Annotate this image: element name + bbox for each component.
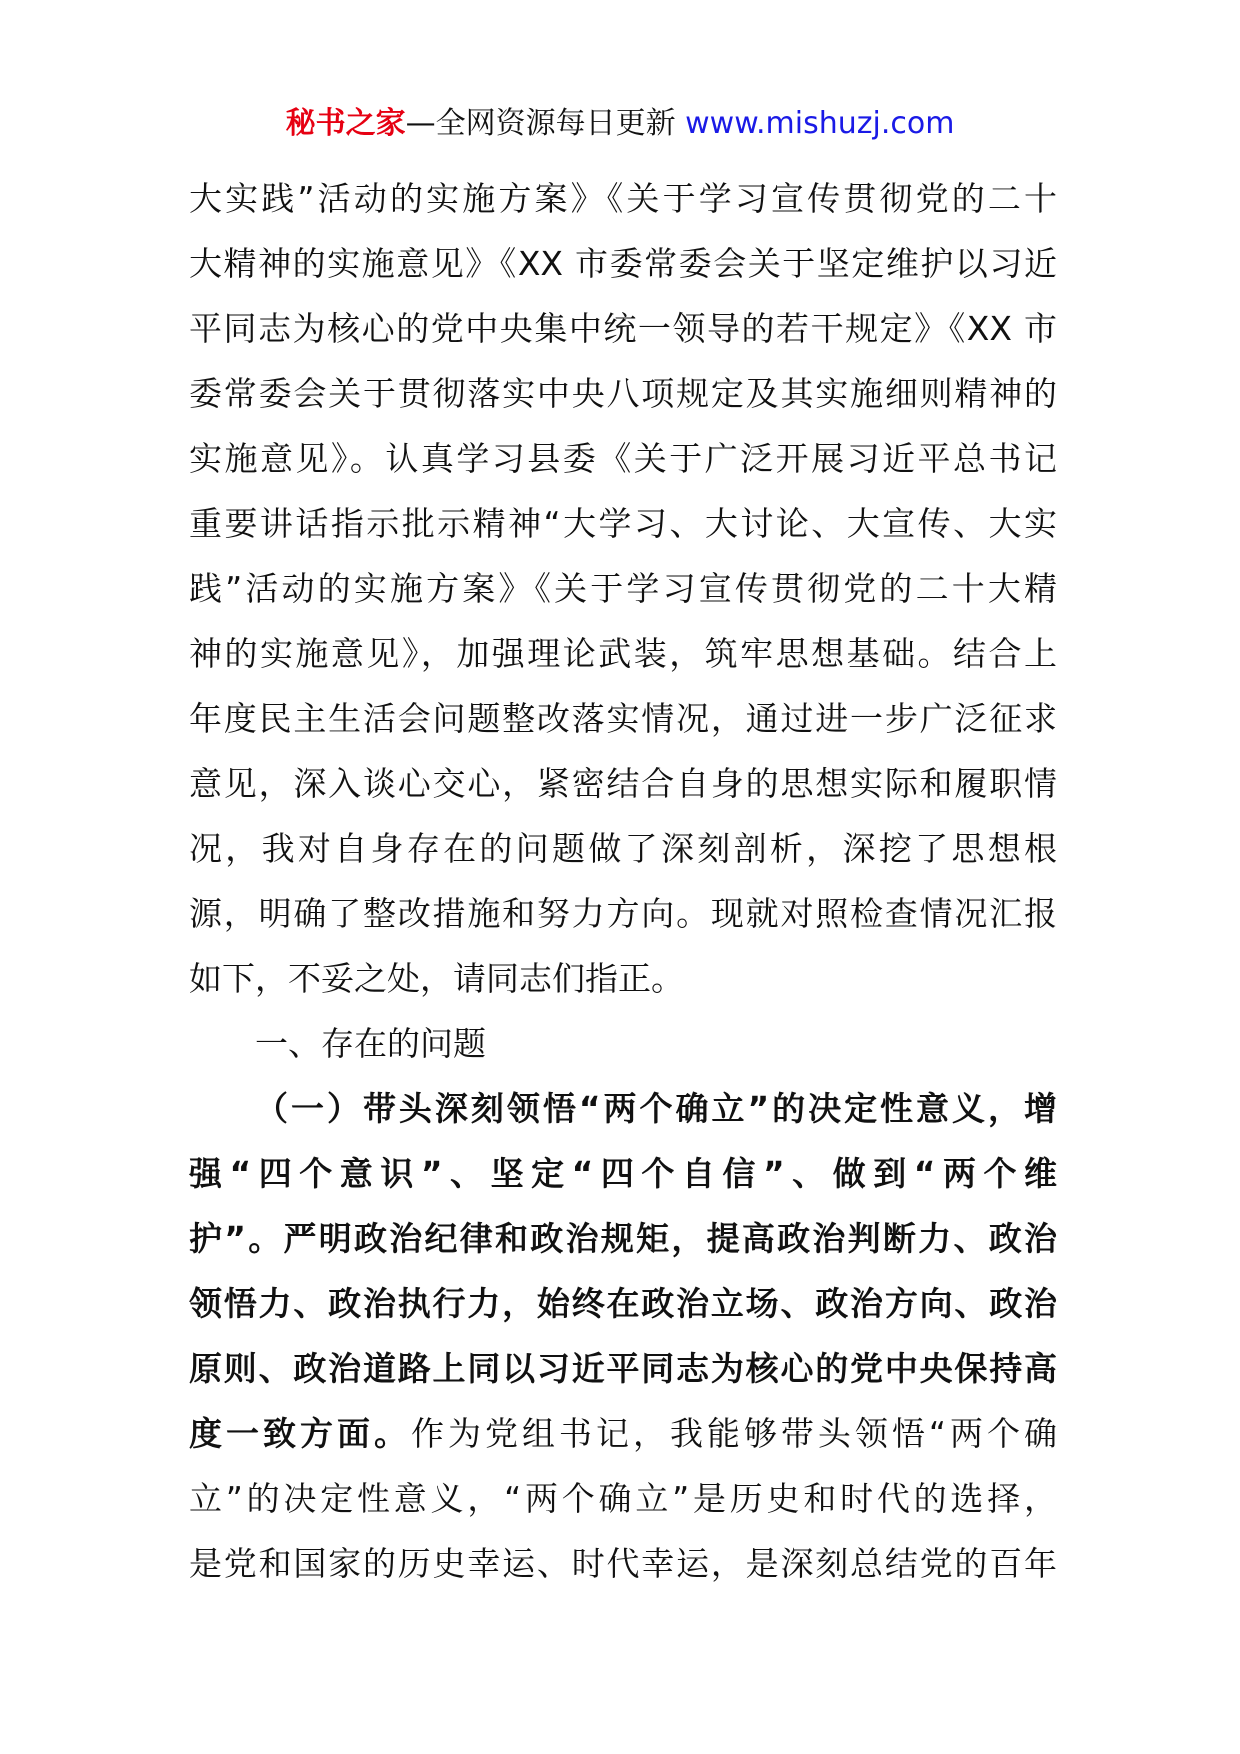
paragraph-line: 委常委会关于贯彻落实中央八项规定及其实施细则精神的 [189, 374, 1057, 413]
paragraph-text: 作为党组书记，我能够带头领悟“两个确 [410, 1414, 1057, 1453]
paragraph-line: 年度民主生活会问题整改落实情况，通过进一步广泛征求 [189, 699, 1057, 738]
section-heading: 一、存在的问题 [255, 1024, 486, 1063]
paragraph-line: 重要讲话指示批示精神“大学习、大讨论、大宣传、大实 [189, 504, 1057, 543]
subsection-heading-line: 强“四个意识”、坚定“四个自信”、做到“两个维 [189, 1154, 1057, 1193]
paragraph-line: 如下，不妥之处，请同志们指正。 [189, 959, 684, 998]
paragraph-line: 大实践”活动的实施方案》《关于学习宣传贯彻党的二十 [189, 179, 1057, 218]
paragraph-line: 意见，深入谈心交心，紧密结合自身的思想实际和履职情 [189, 764, 1057, 803]
paragraph-line: 立”的决定性意义，“两个确立”是历史和时代的选择， [189, 1479, 1057, 1518]
paragraph-line: 践”活动的实施方案》《关于学习宣传贯彻党的二十大精 [189, 569, 1057, 608]
paragraph-line: 源，明确了整改措施和努力方向。现就对照检查情况汇报 [189, 894, 1057, 933]
header-brand: 秘书之家 [285, 106, 406, 141]
paragraph-line: 况，我对自身存在的问题做了深刻剖析，深挖了思想根 [189, 829, 1057, 868]
header-url-link[interactable]: www.mishuzj.com [685, 106, 955, 141]
paragraph-line [189, 1401, 1057, 1466]
document-body [189, 166, 1057, 1596]
subsection-heading-end: 度一致方面。 [189, 1414, 411, 1453]
paragraph-line: 平同志为核心的党中央集中统一领导的若干规定》《XX 市 [189, 309, 1057, 348]
subsection-heading-line: 领悟力、政治执行力，始终在政治立场、政治方向、政治 [189, 1284, 1057, 1323]
paragraph-line: 实施意见》。认真学习县委《关于广泛开展习近平总书记 [189, 439, 1057, 478]
subsection-heading-line: 护”。严明政治纪律和政治规矩，提高政治判断力、政治 [189, 1219, 1057, 1258]
paragraph-line: 神的实施意见》，加强理论武装，筑牢思想基础。结合上 [189, 634, 1057, 673]
header-tagline: —全网资源每日更新 [405, 106, 676, 141]
subsection-heading-line: 原则、政治道路上同以习近平同志为核心的党中央保持高 [189, 1349, 1057, 1388]
paragraph-line: 是党和国家的历史幸运、时代幸运，是深刻总结党的百年 [189, 1544, 1057, 1583]
paragraph-line: 大精神的实施意见》《XX 市委常委会关于坚定维护以习近 [189, 244, 1057, 283]
page-header [0, 102, 1240, 146]
subsection-heading-line: （一）带头深刻领悟“两个确立”的决定性意义，增 [255, 1089, 1057, 1128]
